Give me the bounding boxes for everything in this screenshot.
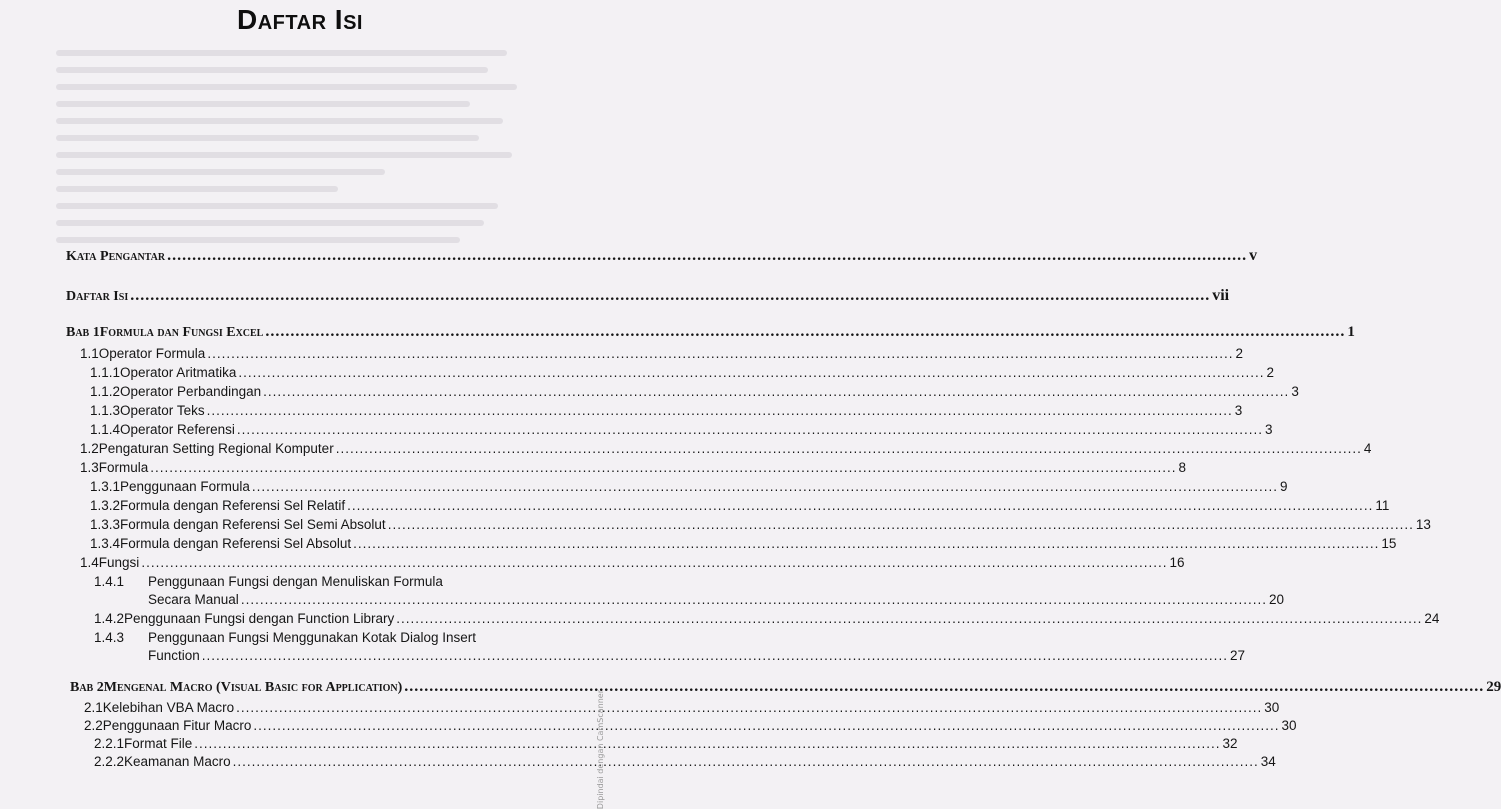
toc-page: 16 <box>1169 555 1185 570</box>
toc-number: 1.4.3 <box>94 630 125 645</box>
toc-label: Operator Referensi <box>120 422 235 437</box>
toc-page: 3 <box>1291 384 1299 399</box>
toc-label: Operator Teks <box>120 403 205 418</box>
page-title: Daftar Isi <box>237 4 363 35</box>
toc-label: Penggunaan Formula <box>120 479 250 494</box>
toc-entry-1-1[interactable] <box>80 346 1244 361</box>
toc-number: 1.1.2 <box>90 384 121 399</box>
toc-entry-1-3-4[interactable] <box>90 536 1397 551</box>
toc-page: 2 <box>1266 365 1275 380</box>
toc-page: 30 <box>1264 700 1280 715</box>
bleed-through-text <box>56 50 526 254</box>
toc-label: Keamanan Macro <box>124 754 231 769</box>
toc-number: 2.1 <box>84 700 103 715</box>
toc-number: Bab 1 <box>66 325 100 340</box>
toc-entry-2-2-2[interactable] <box>94 754 1276 769</box>
toc-number: 2.2.1 <box>94 736 125 751</box>
toc-entry-1-2[interactable] <box>80 441 1372 456</box>
toc-entry-1-3-3[interactable] <box>90 517 1431 532</box>
toc-number: 2.2 <box>84 718 103 733</box>
toc-entry-1-4-3-line1[interactable] <box>94 630 476 645</box>
toc-page: 1 <box>1347 324 1355 340</box>
toc-label: Daftar Isi <box>66 289 129 304</box>
toc-number: 1.3 <box>80 460 99 475</box>
toc-number: 1.1.3 <box>90 403 121 418</box>
toc-entry-1-4-3-line2[interactable] <box>148 648 1245 663</box>
toc-number: 1.4 <box>80 555 99 570</box>
toc-page: 20 <box>1268 592 1285 607</box>
toc-entry-1-1-3[interactable] <box>90 403 1243 418</box>
toc-number: 1.3.3 <box>90 517 121 532</box>
toc-label: Penggunaan Fungsi Menggunakan Kotak Dialog Insert <box>148 630 476 645</box>
toc-entry-2-2[interactable] <box>84 718 1297 733</box>
toc-page: 4 <box>1363 441 1372 456</box>
toc-number: 1.1.4 <box>90 422 121 437</box>
toc-label: Kelebihan VBA Macro <box>102 700 235 715</box>
toc-page: 30 <box>1281 718 1297 733</box>
toc-entry-kata-pengantar[interactable] <box>66 247 1258 265</box>
toc-chapter-bab-2[interactable] <box>70 678 1501 696</box>
toc-number: 1.3.4 <box>90 536 121 551</box>
toc-label: Kata Pengantar <box>66 249 166 264</box>
toc-entry-2-2-1[interactable] <box>94 736 1238 751</box>
toc-page: 34 <box>1260 754 1276 769</box>
toc-label: Mengenal Macro (Visual Basic for Application) <box>103 680 403 695</box>
toc-entry-2-1[interactable] <box>84 700 1280 715</box>
toc-page: 32 <box>1222 736 1238 751</box>
toc-entry-1-1-4[interactable] <box>90 422 1273 437</box>
toc-page: 3 <box>1265 422 1273 437</box>
toc-label: Penggunaan Fungsi dengan Menuliskan Formula <box>148 574 443 589</box>
toc-page: v <box>1249 247 1258 264</box>
toc-page: 24 <box>1424 611 1440 626</box>
toc-page: 29 <box>1486 679 1501 695</box>
toc-entry-1-1-2[interactable] <box>90 384 1299 399</box>
toc-entry-1-3-2[interactable] <box>90 498 1390 513</box>
toc-entry-1-3[interactable] <box>80 460 1186 475</box>
toc-page: 8 <box>1178 460 1186 475</box>
toc-label: Operator Perbandingan <box>120 384 262 399</box>
toc-label: Penggunaan Fitur Macro <box>102 718 252 733</box>
toc-number: 1.3.1 <box>90 479 121 494</box>
toc-number: 2.2.2 <box>94 754 125 769</box>
toc-label: Formula dengan Referensi Sel Absolut <box>120 536 352 551</box>
toc-number: 1.1 <box>80 346 99 361</box>
toc-label-continued: Secara Manual <box>148 592 239 607</box>
toc-label: Operator Formula <box>98 346 206 361</box>
toc-label: Fungsi <box>98 555 140 570</box>
toc-number: 1.3.2 <box>90 498 121 513</box>
toc-page: 3 <box>1234 403 1243 418</box>
toc-page: 15 <box>1381 536 1397 551</box>
toc-label: Operator Aritmatika <box>120 365 237 380</box>
toc-page: 2 <box>1235 346 1244 361</box>
toc-label-continued: Function <box>148 648 200 663</box>
scanner-watermark: Dipindai dengan CamScanner <box>596 690 605 809</box>
toc-label: Penggunaan Fungsi dengan Function Library <box>124 611 395 626</box>
toc-label: Pengaturan Setting Regional Komputer <box>98 441 334 456</box>
toc-label: Format File <box>124 736 193 751</box>
toc-entry-1-1-1[interactable] <box>90 365 1275 380</box>
toc-entry-daftar-isi[interactable] <box>66 287 1230 305</box>
toc-entry-1-4[interactable] <box>80 555 1185 570</box>
toc-entry-1-4-1-line1[interactable] <box>94 574 443 589</box>
toc-number: 1.4.2 <box>94 611 125 626</box>
toc-page: vii <box>1212 287 1230 304</box>
toc-page: 13 <box>1415 517 1431 532</box>
toc-entry-1-3-1[interactable] <box>90 479 1288 494</box>
toc-label: Formula dengan Referensi Sel Semi Absolut <box>120 517 386 532</box>
toc-page: 27 <box>1229 648 1245 663</box>
toc-page: 11 <box>1375 498 1390 513</box>
toc-label: Formula dengan Referensi Sel Relatif <box>120 498 346 513</box>
toc-chapter-bab-1[interactable] <box>66 323 1355 341</box>
toc-entry-1-4-1-line2[interactable] <box>148 592 1285 607</box>
toc-page: 9 <box>1280 479 1288 494</box>
toc-number: 1.4.1 <box>94 574 125 589</box>
toc-number: Bab 2 <box>70 680 104 695</box>
toc-number: 1.1.1 <box>90 365 121 380</box>
toc-label: Formula <box>98 460 149 475</box>
toc-entry-1-4-2[interactable] <box>94 611 1440 626</box>
toc-label: Formula dan Fungsi Excel <box>99 325 264 340</box>
toc-number: 1.2 <box>80 441 99 456</box>
